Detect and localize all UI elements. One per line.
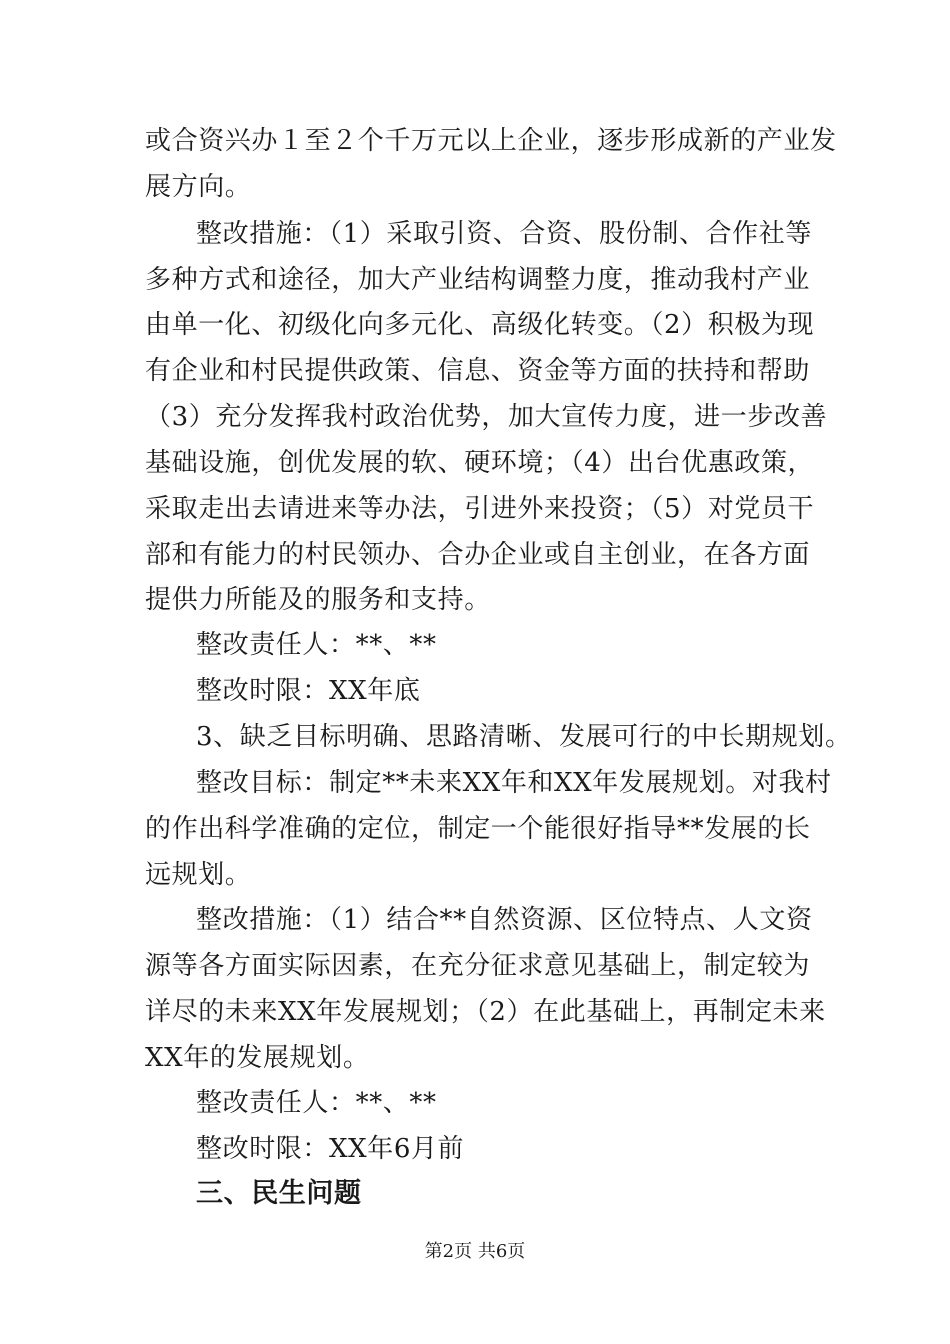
text-line: 源等各方面实际因素，在充分征求意见基础上，制定较为: [145, 951, 811, 981]
text-line: 整改措施：（1）采取引资、合资、股份制、合作社等: [196, 219, 812, 249]
text-line: （3）充分发挥我村政治优势，加大宣传力度，进一步改善: [145, 402, 828, 432]
text-line: 整改措施：（1）结合**自然资源、区位特点、人文资: [196, 905, 813, 935]
text-line: 部和有能力的村民领办、合办企业或自主创业，在各方面: [145, 540, 811, 570]
text-line: 详尽的未来XX年发展规划；（2）在此基础上，再制定未来: [145, 997, 826, 1027]
section-heading: 三、民生问题: [196, 1178, 362, 1209]
text-line: 由单一化、初级化向多元化、高级化转变。（2）积极为现: [145, 310, 815, 340]
text-line: 整改责任人：**、**: [196, 630, 437, 660]
text-line: 远规划。: [145, 860, 252, 890]
text-line: 的作出科学准确的定位，制定一个能很好指导**发展的长: [145, 814, 811, 844]
text-line: 整改时限：XX年底: [196, 676, 421, 706]
text-line: 提供力所能及的服务和支持。: [145, 585, 491, 615]
text-line: 整改责任人：**、**: [196, 1088, 437, 1118]
text-line: 采取走出去请进来等办法，引进外来投资；（5）对党员干: [145, 494, 815, 524]
text-line: 3、缺乏目标明确、思路清晰、发展可行的中长期规划。: [196, 722, 852, 752]
text-line: 整改时限：XX年6月前: [196, 1134, 465, 1164]
text-line: 基础设施，创优发展的软、硬环境；（4）出台优惠政策，: [145, 448, 815, 478]
text-line: 有企业和村民提供政策、信息、资金等方面的扶持和帮助: [145, 356, 811, 386]
text-line: 或合资兴办１至２个千万元以上企业，逐步形成新的产业发: [145, 126, 837, 156]
text-line: 展方向。: [145, 172, 252, 202]
page-footer: 第2页 共6页: [424, 1241, 526, 1262]
text-line: 多种方式和途径，加大产业结构调整力度，推动我村产业: [145, 265, 811, 295]
text-line: XX年的发展规划。: [145, 1043, 370, 1073]
text-line: 整改目标：制定**未来XX年和XX年发展规划。对我村: [196, 768, 832, 798]
